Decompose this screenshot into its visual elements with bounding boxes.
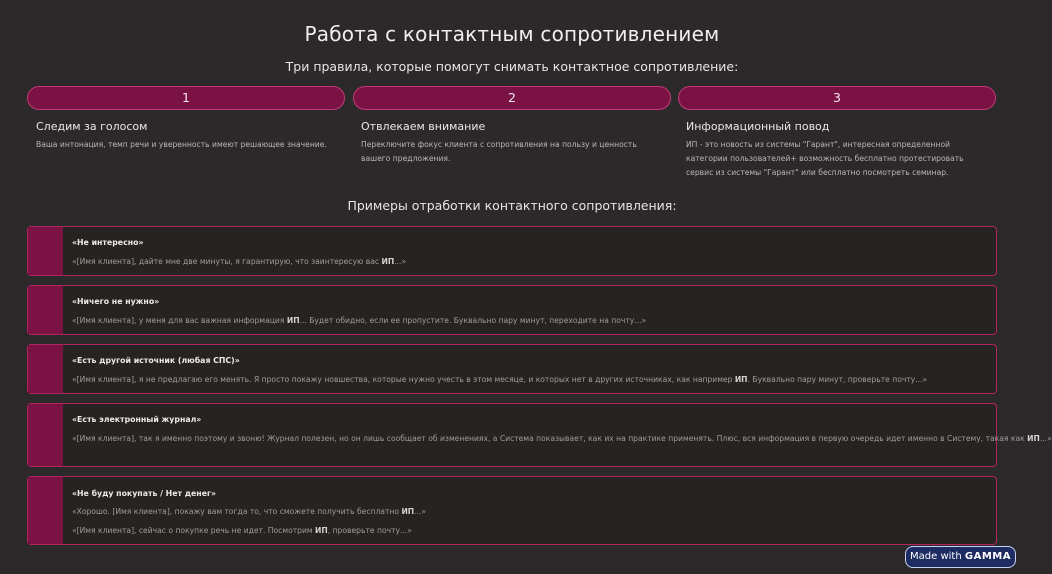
example-line: «[Имя клиента], так я именно поэтому и звоню! Журнал полезен, но он лишь сообщает об изменениях, а Система показывает, как их на практике применять. Плюс, вся информация в первую очередь идет именно в Систему, такая как ИП...»	[72, 434, 1052, 443]
example-line: «[Имя клиента], дайте мне две минуты, я гарантирую, что заинтересую вас ИП...»	[72, 257, 407, 266]
rule-3-number-pill: 3	[678, 86, 996, 110]
page-subtitle: Три правила, которые помогут снимать контактное сопротивление:	[285, 59, 739, 74]
badge-prefix: Made with	[910, 551, 965, 562]
rule-2-title: Отвлекаем внимание	[361, 120, 486, 133]
rule-2-text: Переключите фокус клиента с сопротивления на пользу и ценность вашего предложения.	[361, 140, 637, 163]
rule-1-title: Следим за голосом	[36, 120, 148, 133]
card-accent-bar	[28, 227, 63, 275]
example-card	[27, 403, 1052, 467]
example-title: «Есть другой источник (любая СПС)»	[72, 356, 240, 365]
example-card	[27, 344, 997, 394]
rule-3-text: ИП - это новость из системы "Гарант", интересная определенной категории пользователей+ возможность бесплатно протестировать сервис из системы "Гарант" или бесплатно посмотреть семинар.	[686, 140, 964, 177]
example-line: «[Имя клиента], у меня для вас важная информация ИП... Будет обидно, если ее пропустите. Буквально пару минут, переходите на почту...»	[72, 316, 647, 325]
example-line: «[Имя клиента], я не предлагаю его менять. Я просто покажу новшества, которые нужно учесть в этом месяце, и которых нет в других источниках, как например ИП. Буквально пару минут, проверьте почту...»	[72, 375, 928, 384]
rule-1-text: Ваша интонация, темп речи и уверенность имеют решающее значение.	[36, 140, 327, 149]
card-accent-bar	[28, 345, 63, 393]
rule-1-number-pill: 1	[27, 86, 345, 110]
example-card	[27, 476, 997, 545]
gamma-logo-text: GAMMA	[964, 551, 1011, 562]
example-card	[27, 226, 997, 276]
page-title: Работа с контактным сопротивлением	[304, 22, 720, 46]
example-title: «Есть электронный журнал»	[72, 415, 202, 424]
card-accent-bar	[28, 286, 63, 334]
example-card	[27, 285, 997, 335]
example-title: «Не интересно»	[72, 238, 144, 247]
rule-2-number-pill: 2	[353, 86, 671, 110]
card-accent-bar	[28, 404, 63, 466]
card-accent-bar	[28, 477, 63, 544]
rule-3-title: Информационный повод	[686, 120, 830, 133]
example-title: «Ничего не нужно»	[72, 297, 160, 306]
example-title: «Не буду покупать / Нет денег»	[72, 489, 217, 498]
example-line: «Хорошо. [Имя клиента], покажу вам тогда то, что сможете получить бесплатно ИП...»	[72, 507, 427, 516]
examples-section-title: Примеры отработки контактного сопротивления:	[347, 198, 677, 213]
example-line: «[Имя клиента], сейчас о покупке речь не идет. Посмотрим ИП, проверьте почту...»	[72, 526, 412, 535]
made-with-gamma-badge[interactable]	[905, 546, 1016, 568]
